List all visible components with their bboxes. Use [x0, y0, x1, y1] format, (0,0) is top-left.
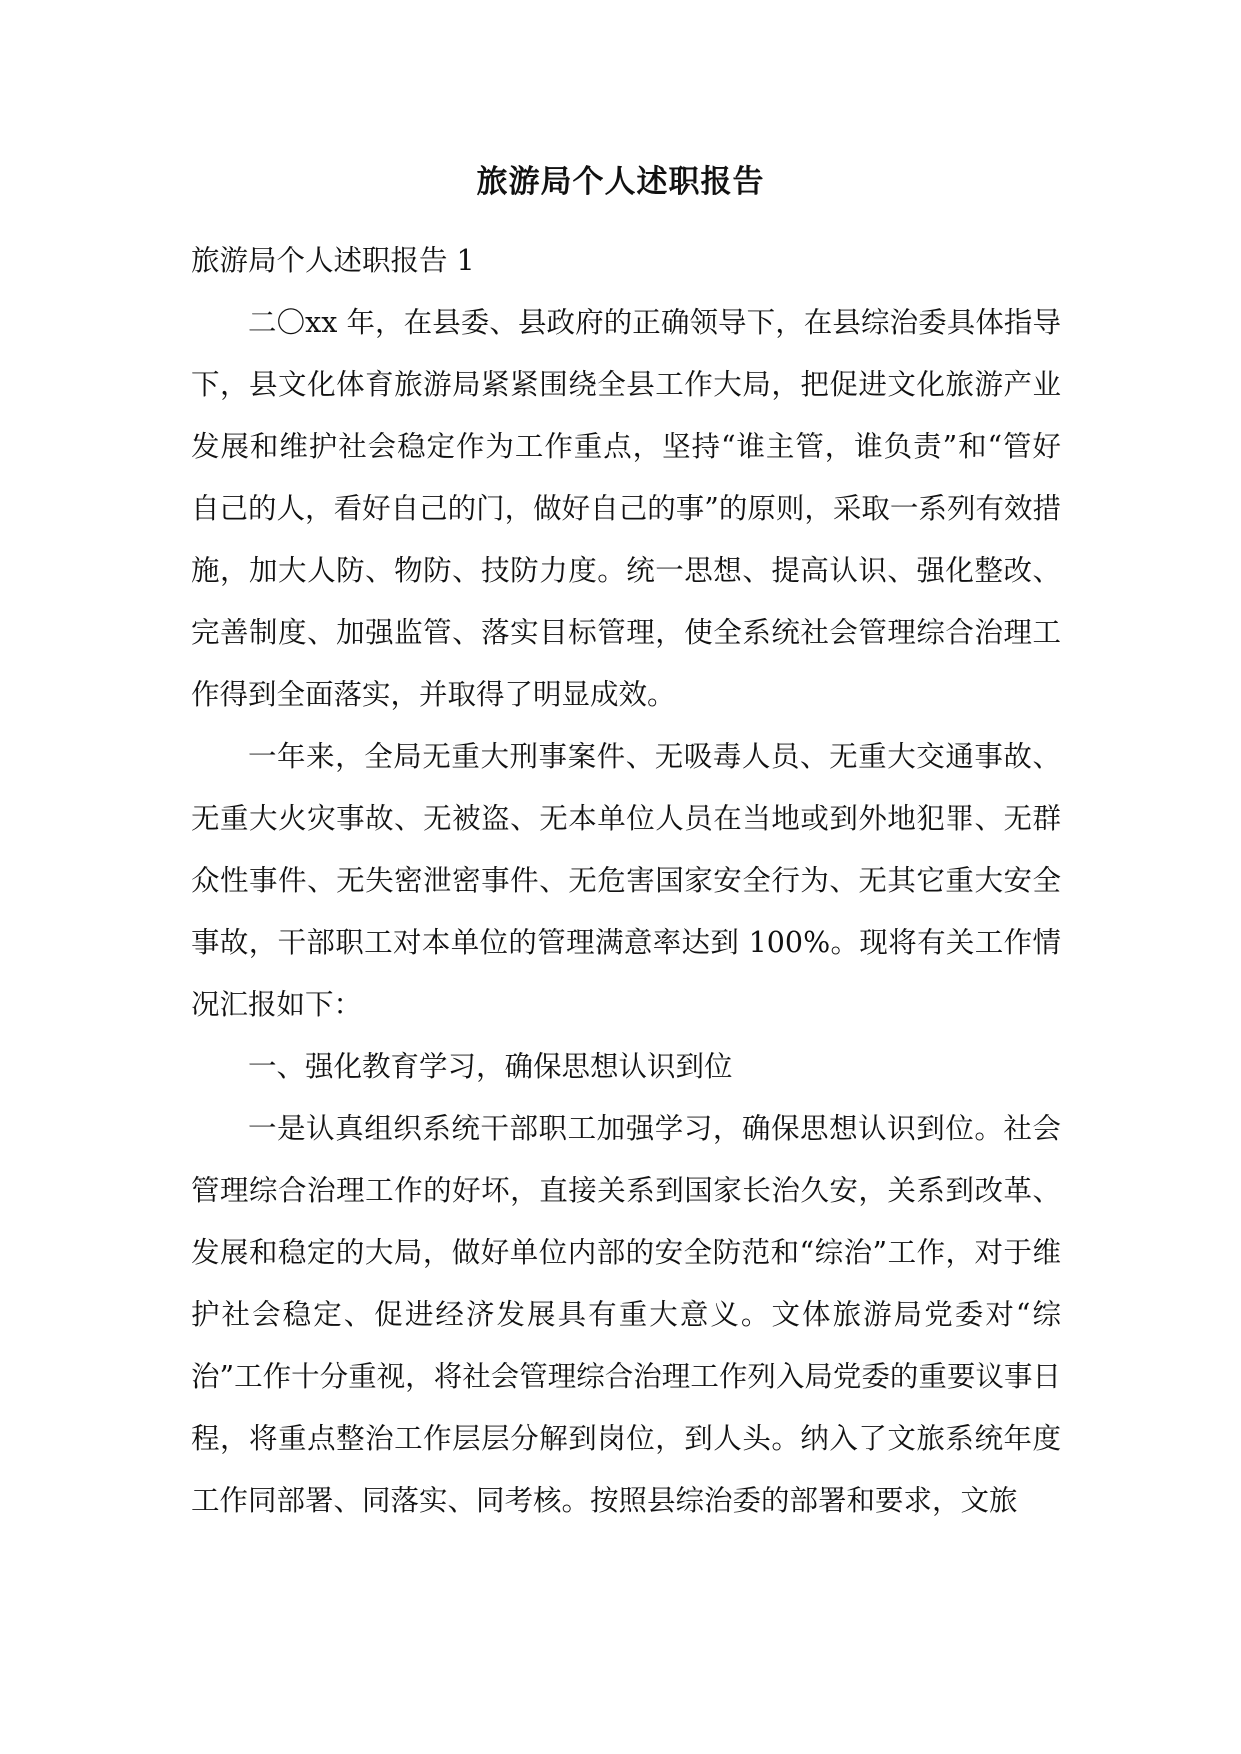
section-heading: 一、强化教育学习，确保思想认识到位 [248, 1050, 733, 1083]
paragraph-intro: 二〇xx 年，在县委、县政府的正确领导下，在县综治委具体指导下，县文化体育旅游局紧紧围绕全县工作大局，把促进文化旅游产业发展和维护社会稳定作为工作重点，坚持“谁主管，谁负责”和“管好自己的人，看好自己的门，做好自己的事”的原则，采取一系列有效措施，加大人防、物防、技防力度。统一思想、提高认识、强化整改、完善制度、加强监管、落实目标管理，使全系统社会管理综合治理工作得到全面落实，并取得了明显成效。 [191, 306, 1061, 711]
document-subtitle: 旅游局个人述职报告 1 [191, 244, 475, 277]
paragraph-summary: 一年来，全局无重大刑事案件、无吸毒人员、无重大交通事故、无重大火灾事故、无被盗、无本单位人员在当地或到外地犯罪、无群众性事件、无失密泄密事件、无危害国家安全行为、无其它重大安全事故，干部职工对本单位的管理满意率达到 100%。现将有关工作情况汇报如下： [191, 740, 1061, 1021]
paragraph-section-one: 一是认真组织系统干部职工加强学习，确保思想认识到位。社会管理综合治理工作的好坏，直接关系到国家长治久安，关系到改革、发展和稳定的大局，做好单位内部的安全防范和“综治”工作，对于维护社会稳定、促进经济发展具有重大意义。文体旅游局党委对“综治”工作十分重视，将社会管理综合治理工作列入局党委的重要议事日程，将重点整治工作层层分解到岗位，到人头。纳入了文旅系统年度工作同部署、同落实、同考核。按照县综治委的部署和要求，文旅 [191, 1112, 1061, 1517]
document-title: 旅游局个人述职报告 [476, 164, 765, 200]
document-body [191, 230, 1061, 1532]
